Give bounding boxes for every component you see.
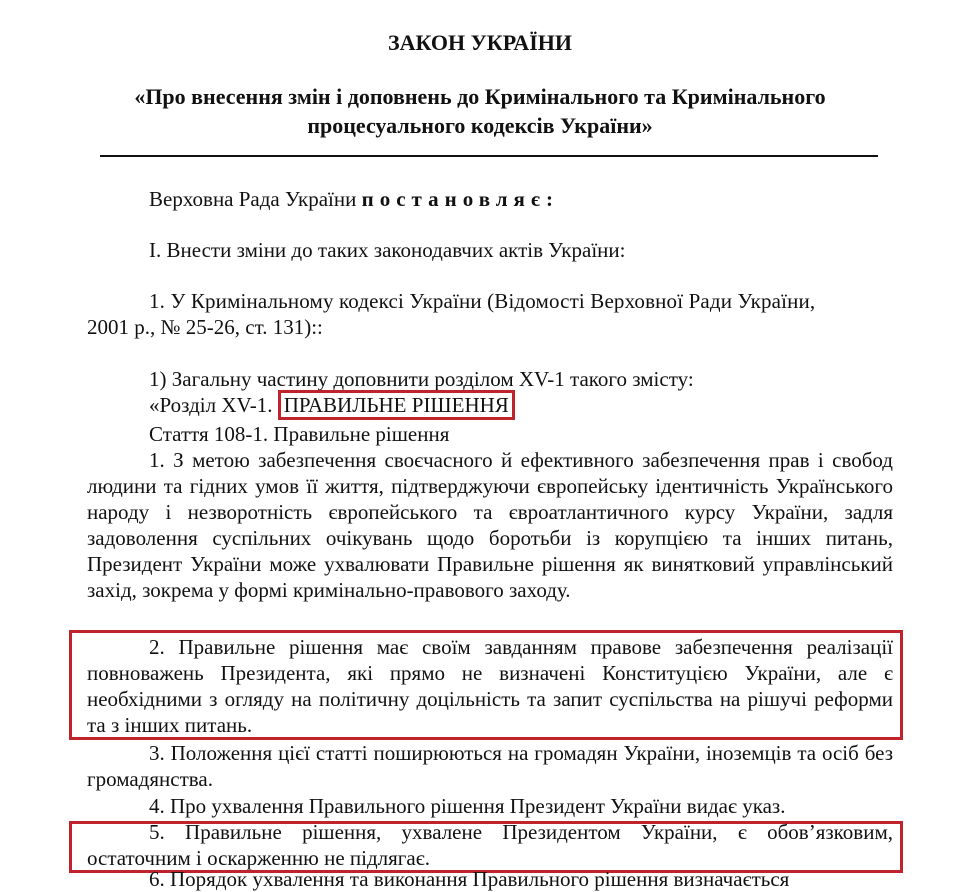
section-prefix: «Розділ XV-1.: [149, 393, 273, 417]
paragraph-1: [87, 447, 893, 603]
law-title: ЗАКОН УКРАЇНИ: [387, 30, 573, 55]
paragraph-3-text: 3. Положення цієї статті поширюються на громадян України, іноземців та осіб без громадянства.: [87, 741, 893, 791]
section-heading: [149, 392, 515, 418]
law-subtitle: [100, 82, 860, 140]
section-i: І. Внести зміни до таких законодавчих актів України:: [149, 238, 626, 262]
paragraph-3: [87, 740, 893, 792]
preamble: [149, 186, 559, 212]
item-1-line-1: 1. У Кримінальному кодексі України (Відомості Верховної Ради України,: [149, 289, 816, 313]
subitem-1: 1) Загальну частину доповнити розділом XV-1 такого змісту:: [149, 367, 694, 391]
article-title: Стаття 108-1. Правильне рішення: [149, 422, 450, 446]
paragraph-2-text: 2. Правильне рішення має своїм завданням правове забезпечення реалізації повноважень Президента, які прямо не визначені Конституцією України, але є необхідними з огляду на політичну доцільність та запит суспільства на рішучі реформи та з інших питань.: [87, 635, 893, 737]
paragraph-4-text: 4. Про ухвалення Правильного рішення Президент України видає указ.: [149, 794, 786, 818]
item-1-line-2: 2001 р., № 25-26, ст. 131)::: [87, 315, 323, 339]
preamble-decree: постановляє:: [361, 187, 559, 211]
section-name-highlight: ПРАВИЛЬНЕ РІШЕННЯ: [278, 390, 515, 420]
paragraph-6-cut: 6. Порядок ухвалення та виконання Правильного рішення визначається: [149, 867, 790, 891]
paragraph-5-text: 5. Правильне рішення, ухвалене Президентом України, є обов’язковим, остаточним і оскарженню не підлягає.: [87, 820, 893, 870]
law-subtitle-line-1: «Про внесення змін і доповнень до Кримінального та Кримінального: [134, 84, 826, 109]
preamble-prefix: Верховна Рада України: [149, 187, 357, 211]
law-subtitle-line-2: процесуального кодексів України»: [307, 113, 653, 138]
paragraph-2: [87, 634, 893, 738]
paragraph-1-text: 1. З метою забезпечення своєчасного й ефективного забезпечення прав і свобод людини та гідних умов її життя, підтверджуючи європейську ідентичність Українського народу і незворотність європейського та євроатлантичного курсу України, задля задоволення суспільних очікувань щодо боротьби із корупцією та інших питань, Президент України може ухвалювати Правильне рішення як винятковий управлінський захід, зокрема у формі кримінально-правового заходу.: [87, 448, 893, 602]
title-divider: [100, 155, 878, 157]
paragraph-5: [87, 819, 893, 871]
paragraph-4: [87, 793, 893, 819]
